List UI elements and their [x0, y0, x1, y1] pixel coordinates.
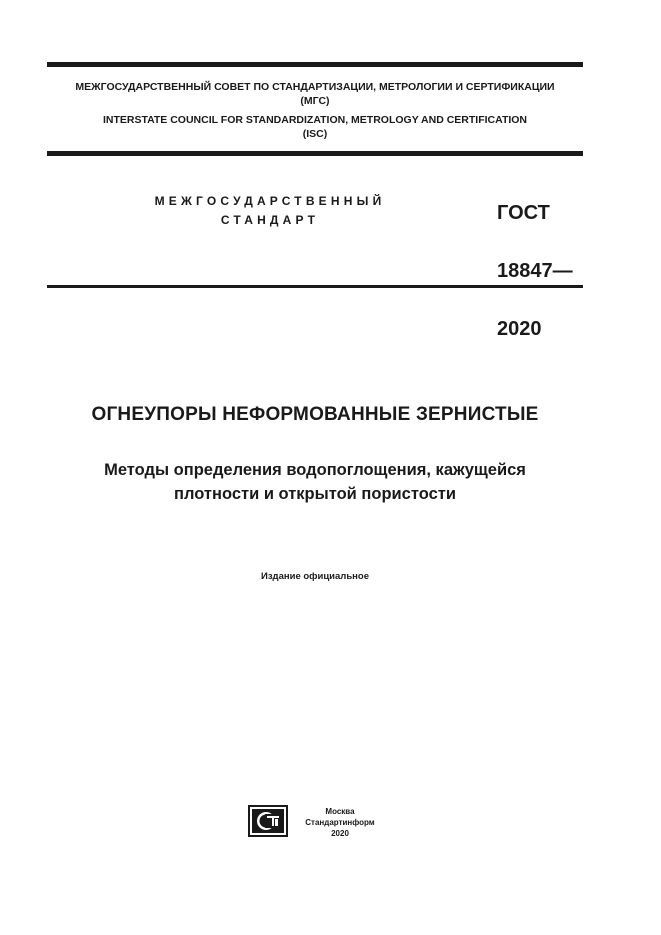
council-en-line-2: (ISC): [302, 128, 328, 140]
gost-year: 2020: [497, 318, 542, 340]
subtitle-line-1: Методы определения водопоглощения, кажущейся: [104, 461, 526, 479]
council-name-en: [47, 113, 583, 141]
gost-designation: [497, 170, 573, 373]
bottom-divider: [47, 285, 583, 288]
publisher-city: Москва: [325, 807, 355, 816]
gost-number: 18847—: [497, 260, 573, 282]
publisher-year: 2020: [331, 829, 349, 838]
middle-divider: [47, 151, 583, 156]
top-divider: [47, 62, 583, 67]
gost-label: ГОСТ: [497, 202, 550, 224]
standartinform-logo-icon: [248, 805, 288, 837]
document-title: ОГНЕУПОРЫ НЕФОРМОВАННЫЕ ЗЕРНИСТЫЕ: [91, 404, 539, 425]
council-en-line-1: INTERSTATE COUNCIL FOR STANDARDIZATION, METROLOGY AND CERTIFICATION: [102, 114, 528, 126]
standard-type-line-1: МЕЖГОСУДАРСТВЕННЫЙ: [154, 194, 386, 208]
council-ru-line-1: МЕЖГОСУДАРСТВЕННЫЙ СОВЕТ ПО СТАНДАРТИЗАЦИИ, МЕТРОЛОГИИ И СЕРТИФИКАЦИИ: [75, 81, 555, 93]
publisher-imprint: [300, 806, 380, 839]
council-ru-line-2: (МГС): [300, 95, 330, 107]
edition-note: Издание официальное: [261, 571, 369, 582]
standard-type-line-2: СТАНДАРТ: [220, 213, 320, 227]
document-subtitle: [40, 458, 590, 506]
subtitle-line-2: плотности и открытой пористости: [174, 485, 456, 503]
council-name-ru: [47, 80, 583, 108]
publisher-name: Стандартинформ: [305, 818, 375, 827]
